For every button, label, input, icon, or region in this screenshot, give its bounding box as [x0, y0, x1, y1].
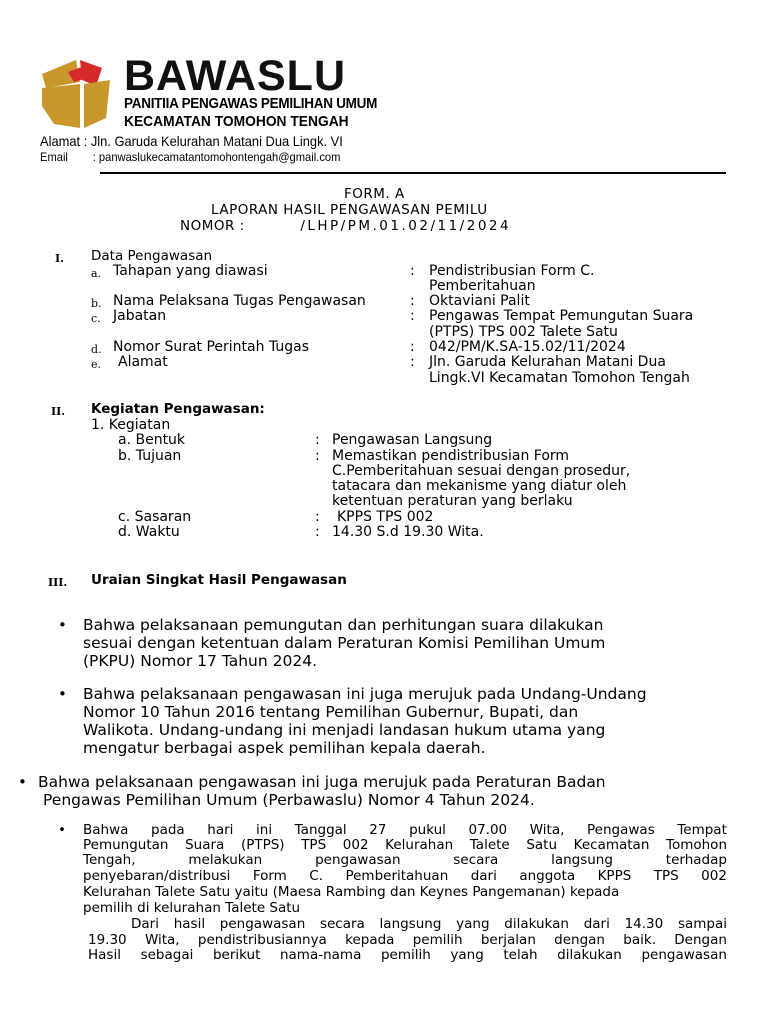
word: Pemungutan — [83, 837, 169, 853]
section-number: III. — [48, 576, 68, 589]
word: sebagai — [140, 947, 194, 963]
justified-line — [88, 948, 727, 964]
sasaran-colon: : — [315, 509, 320, 525]
item-letter: a. — [91, 267, 102, 280]
item-colon: : — [410, 293, 415, 309]
bullet-line: Bahwa pelaksanaan pengawasan ini juga merujuk pada Undang-Undang — [83, 685, 647, 703]
bawaslu-logo — [40, 58, 120, 130]
activity-subheading: 1. Kegiatan — [91, 417, 171, 433]
waktu-colon: : — [315, 524, 320, 540]
word: TPS — [301, 837, 327, 853]
word: pengawasan — [219, 916, 306, 932]
item-label: Tahapan yang diawasi — [113, 263, 268, 279]
tujuan-line: Memastikan pendistribusian Form — [332, 448, 570, 464]
item-value: 042/PM/K.SA-15.02/11/2024 — [429, 339, 626, 355]
word: pada — [151, 822, 185, 838]
tujuan-label: b. Tujuan — [118, 448, 182, 464]
word: (PTPS) — [240, 837, 285, 853]
letterhead-divider — [100, 172, 726, 174]
item-letter: c. — [91, 312, 101, 325]
item-value: Pendistribusian Form C. — [429, 263, 595, 279]
word: berjalan — [480, 932, 536, 948]
bullet-icon: • — [18, 773, 27, 791]
email-value: : panwaslukecamatantomohontengah@gmail.com — [92, 150, 341, 164]
word: Tempat — [677, 822, 727, 838]
word: sampai — [677, 916, 727, 932]
word: pendistribusiannya — [197, 932, 327, 948]
tujuan-colon: : — [315, 448, 320, 464]
nomor-value: /LHP/PM.01.02/11/2024 — [300, 218, 512, 234]
word: Kelurahan — [385, 837, 454, 853]
word: dari — [583, 916, 610, 932]
bullet-icon: • — [58, 616, 67, 634]
section-heading: Data Pengawasan — [91, 248, 213, 264]
word: Wita, — [144, 932, 180, 948]
section-heading: Kegiatan Pengawasan: — [91, 401, 265, 417]
nomor-label: NOMOR : — [180, 218, 245, 234]
word: 07.00 — [468, 822, 508, 838]
word: 002 — [701, 868, 727, 884]
item-label: Jabatan — [113, 308, 167, 324]
item-colon: : — [410, 354, 415, 370]
item-colon: : — [410, 308, 415, 324]
word: secara — [453, 852, 499, 868]
bullet-line: Bahwa pelaksanaan pemungutan dan perhitungan suara dilakukan — [83, 616, 604, 634]
item-letter: d. — [91, 343, 102, 356]
sasaran-label: c. Sasaran — [118, 509, 192, 525]
word: secara — [319, 916, 365, 932]
item-value: Lingk.VI Kecamatan Tomohon Tengah — [429, 370, 690, 386]
word: Bahwa — [83, 822, 129, 838]
brand-name: BAWASLU — [124, 52, 346, 100]
word: hasil — [173, 916, 206, 932]
section-number: I. — [55, 252, 64, 265]
item-value: (PTPS) TPS 002 Talete Satu — [429, 324, 618, 340]
item-value: Oktaviani Palit — [429, 293, 530, 309]
word: langsung — [379, 916, 442, 932]
word: Hasil — [88, 947, 121, 963]
word: 27 — [369, 822, 387, 838]
item-value: Jln. Garuda Kelurahan Matani Dua — [429, 354, 666, 370]
tujuan-line: C.Pemberitahuan sesuai dengan prosedur, — [332, 463, 631, 479]
item-letter: b. — [91, 297, 102, 310]
item-label: Nomor Surat Perintah Tugas — [113, 339, 310, 355]
word: Suara — [185, 837, 225, 853]
word: Form — [252, 868, 287, 884]
bullet-line: Walikota. Undang-undang ini menjadi landasan hukum utama yang — [83, 721, 606, 739]
justified-line — [131, 917, 727, 933]
report-number — [180, 218, 511, 234]
tujuan-line: tatacara dan mekanisme yang diatur oleh — [332, 478, 627, 494]
word: pengawasan — [315, 852, 401, 868]
sasaran-value: KPPS TPS 002 — [337, 509, 434, 525]
word: Pemberitahuan — [345, 868, 449, 884]
word: 14.30 — [624, 916, 664, 932]
email-label: Email — [40, 150, 68, 164]
word: TPS — [653, 868, 679, 884]
word: Pengawas — [587, 822, 655, 838]
bentuk-label: a. Bentuk — [118, 432, 186, 448]
report-title: LAPORAN HASIL PENGAWASAN PEMILU — [211, 202, 488, 218]
word: Tomohon — [666, 837, 727, 853]
word: C. — [309, 868, 323, 884]
bullet-icon: • — [58, 822, 66, 838]
word: nama-nama — [279, 947, 362, 963]
section-heading: Uraian Singkat Hasil Pengawasan — [91, 572, 347, 588]
word: dilakukan — [504, 916, 569, 932]
word: dilakukan — [557, 947, 622, 963]
word: berikut — [212, 947, 261, 963]
word: dari — [470, 868, 497, 884]
item-letter: e. — [91, 358, 102, 371]
item-colon: : — [410, 339, 415, 355]
word: Wita, — [529, 822, 565, 838]
word: melakukan — [188, 852, 263, 868]
word: Kecamatan — [573, 837, 650, 853]
word: Dengan — [674, 932, 727, 948]
word: dengan — [554, 932, 605, 948]
item-value: Pengawas Tempat Pemungutan Suara — [429, 308, 694, 324]
word: langsung — [551, 852, 613, 868]
bullet-line: sesuai dengan ketentuan dalam Peraturan Komisi Pemilihan Umum — [83, 634, 606, 652]
word: pemilih — [412, 932, 463, 948]
bullet-line: Nomor 10 Tahun 2016 tentang Pemilihan Gubernur, Bupati, dan — [83, 703, 579, 721]
committee-name: PANITIIA PENGAWAS PEMILIHAN UMUM — [124, 95, 378, 112]
bentuk-colon: : — [315, 432, 320, 448]
tujuan-line: ketentuan peraturan yang berlaku — [332, 493, 573, 509]
waktu-value: 14.30 S.d 19.30 Wita. — [332, 524, 484, 540]
paragraph-line: Kelurahan Talete Satu yaitu (Maesa Rambing dan Keynes Pangemanan) kepada — [83, 884, 620, 900]
bullet-icon: • — [58, 685, 67, 703]
word: ini — [256, 822, 273, 838]
office-address: Alamat : Jln. Garuda Kelurahan Matani Dua Lingk. VI — [40, 133, 343, 149]
word: anggota — [519, 868, 576, 884]
justified-line — [83, 853, 727, 869]
word: yang — [450, 947, 484, 963]
word: kepada — [345, 932, 395, 948]
office-email — [40, 150, 340, 164]
form-code: FORM. A — [344, 186, 405, 202]
word: 19.30 — [88, 932, 127, 948]
word: pemilih — [380, 947, 431, 963]
word: pukul — [409, 822, 446, 838]
word: KPPS — [597, 868, 632, 884]
bullet-line: Bahwa pelaksanaan pengawasan ini juga merujuk pada Peraturan Badan — [38, 773, 606, 791]
word: Satu — [526, 837, 558, 853]
word: Tanggal — [294, 822, 347, 838]
word: pengawasan — [641, 947, 727, 963]
word: penyebaran/distribusi — [83, 868, 231, 884]
item-value: Pemberitahuan — [429, 278, 536, 294]
paragraph-line: pemilih di kelurahan Talete Satu — [83, 900, 301, 916]
bentuk-value: Pengawasan Langsung — [332, 432, 493, 448]
word: telah — [503, 947, 538, 963]
word: baik. — [623, 932, 656, 948]
item-colon: : — [410, 263, 415, 279]
word: Talete — [469, 837, 510, 853]
bullet-line: (PKPU) Nomor 17 Tahun 2024. — [83, 652, 318, 670]
bullet-line: Pengawas Pemilihan Umum (Perbawaslu) Nomor 4 Tahun 2024. — [43, 791, 535, 809]
word: yang — [456, 916, 490, 932]
word: 002 — [342, 837, 369, 853]
bullet-line: mengatur berbagai aspek pemilihan kepala daerah. — [83, 739, 486, 757]
word: Dari — [131, 916, 159, 932]
item-label: Alamat — [118, 354, 168, 370]
word: Tengah, — [83, 852, 136, 868]
district-name: KECAMATAN TOMOHON TENGAH — [124, 113, 349, 130]
justified-line — [83, 838, 727, 854]
section-number: II. — [51, 405, 66, 418]
justified-line — [83, 869, 727, 885]
word: terhadap — [665, 852, 727, 868]
waktu-label: d. Waktu — [118, 524, 180, 540]
word: hari — [207, 822, 234, 838]
item-label: Nama Pelaksana Tugas Pengawasan — [113, 293, 366, 309]
